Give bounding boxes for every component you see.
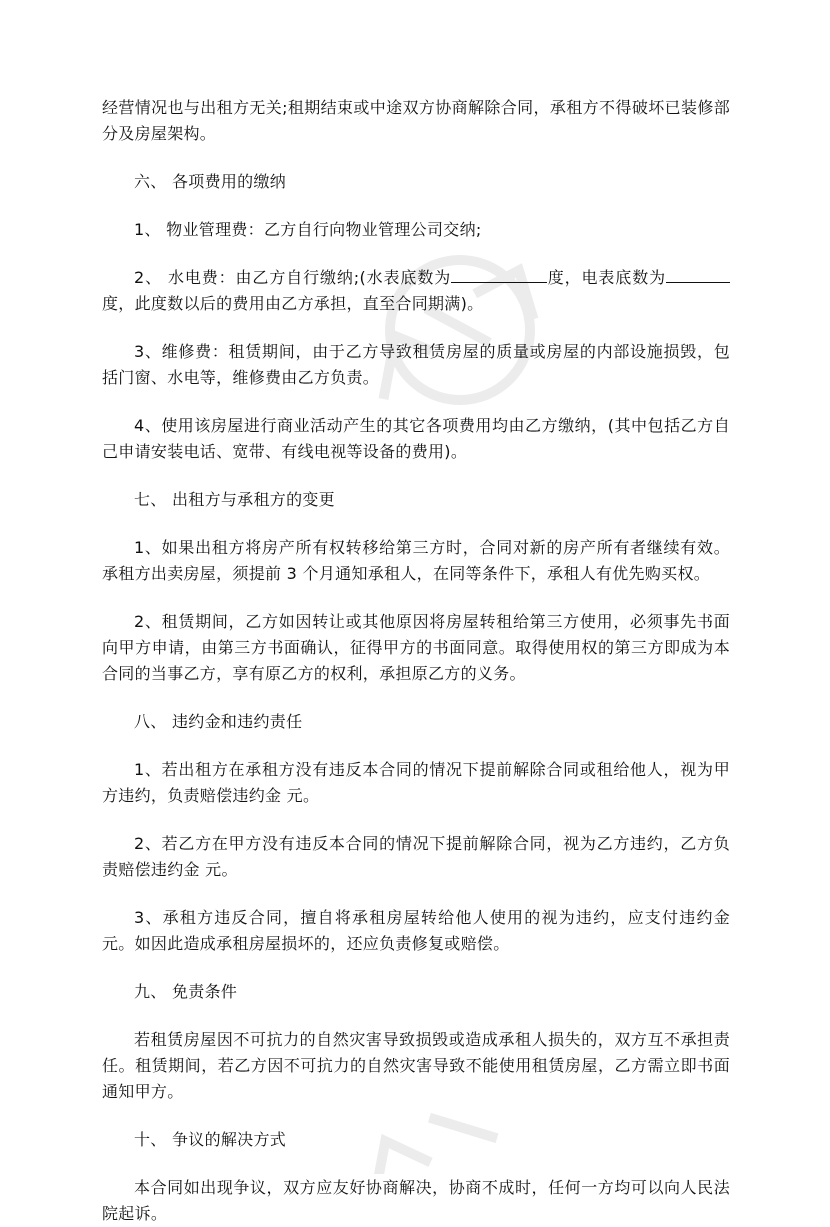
utilities-text-a: 2、 水电费：由乙方自行缴纳;(水表底数为: [134, 268, 452, 287]
section-heading-fees: 六、 各项费用的缴纳: [134, 172, 287, 191]
exemption-body: 若租赁房屋因不可抗力的自然灾害导致损毁或造成承租人损失的，双方互不承担责任。租赁期间，若乙方因不可抗力的自然灾害导致不能使用租赁房屋，乙方需立即书面通知甲方。: [102, 1030, 730, 1101]
fee-item-repair: 3、维修费：租赁期间，由于乙方导致租赁房屋的质量或房屋的内部设施损毁，包括门窗、水电等，维修费由乙方负责。: [102, 342, 730, 387]
section-heading-changes: 七、 出租方与承租方的变更: [134, 490, 335, 509]
utilities-text-b: 度，电表底数为: [547, 268, 666, 287]
change-item-ownership: 1、如果出租方将房产所有权转移给第三方时，合同对新的房产所有者继续有效。承租方出卖房屋，须提前 3 个月通知承租人，在同等条件下，承租人有优先购买权。: [102, 538, 730, 583]
paragraph-continued: 经营情况也与出租方无关;租期结束或中途双方协商解除合同，承租方不得破坏已装修部分及房屋架构。: [102, 98, 730, 143]
dispute-body: 本合同如出现争议，双方应友好协商解决，协商不成时，任何一方均可以向人民法院起诉。: [102, 1178, 730, 1223]
section-heading-penalty: 八、 违约金和违约责任: [134, 712, 303, 731]
penalty-item-transfer: 3、承租方违反合同，擅自将承租房屋转给他人使用的视为违约，应支付违约金 元。如因此造成承租房屋损坏的，还应负责修复或赔偿。: [102, 908, 730, 953]
change-item-sublease: 2、租赁期间，乙方如因转让或其他原因将房屋转租给第三方使用，必须事先书面向甲方申请，由第三方书面确认，征得甲方的书面同意。取得使用权的第三方即成为本合同的当事乙方，享有原乙方的权利，承担原乙方的义务。: [102, 612, 730, 683]
electric-reading-blank: [666, 266, 730, 283]
penalty-item-lessor: 1、若出租方在承租方没有违反本合同的情况下提前解除合同或租给他人，视为甲方违约，负责赔偿违约金 元。: [102, 760, 730, 805]
water-reading-blank: [451, 266, 547, 283]
penalty-item-lessee: 2、若乙方在甲方没有违反本合同的情况下提前解除合同，视为乙方违约，乙方负责赔偿违约金 元。: [102, 834, 730, 879]
document-body: [102, 95, 730, 1227]
fee-item-commercial: 4、使用该房屋进行商业活动产生的其它各项费用均由乙方缴纳，(其中包括乙方自己申请安装电话、宽带、有线电视等设备的费用)。: [102, 416, 730, 461]
section-heading-exemption: 九、 免责条件: [134, 982, 238, 1001]
section-heading-dispute: 十、 争议的解决方式: [134, 1130, 287, 1149]
fee-item-property: 1、 物业管理费：乙方自行向物业管理公司交纳;: [134, 220, 482, 239]
utilities-text-c: 度，此度数以后的费用由乙方承担，直至合同期满)。: [102, 294, 484, 313]
fee-item-utilities: [102, 265, 730, 317]
